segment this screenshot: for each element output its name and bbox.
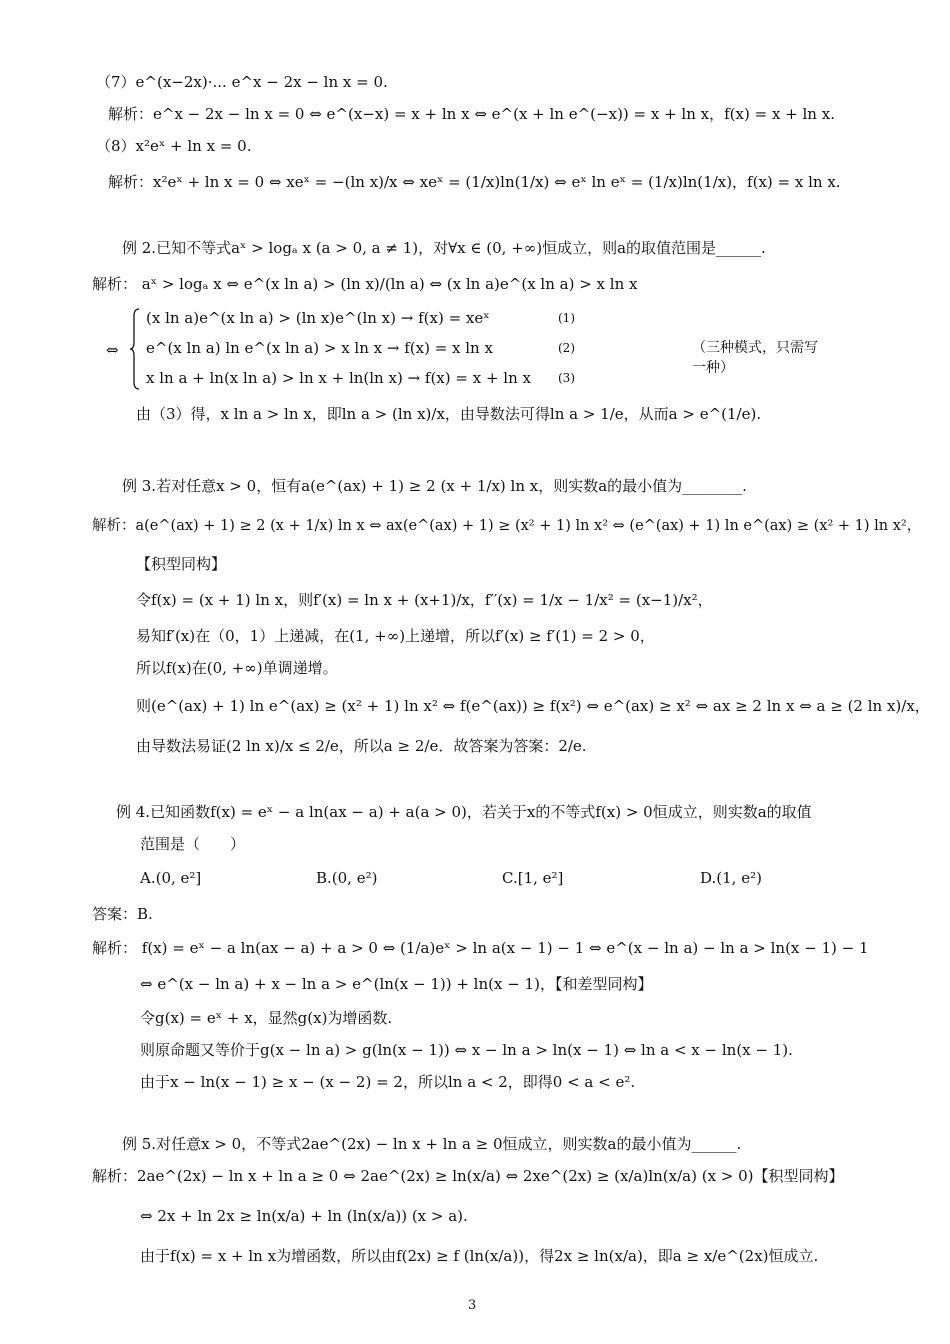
text-line-l25: 令g(x) = eˣ + x，显然g(x)为增函数.	[140, 1009, 393, 1027]
text-line-l30: ⇔ 2x + ln 2x ≥ ln(x/a) + ln (ln(x/a)) (x > a).	[140, 1207, 468, 1225]
text-line-l23: 解析： f(x) = eˣ − a ln(ax − a) + a > 0 ⇔ (1/a)eˣ > ln a(x − 1) − 1 ⇔ e^(x − ln a) − ln a > ln(x − 1) − 1	[92, 939, 869, 957]
option-A: A.(0, e²]	[140, 869, 202, 887]
text-line-l22: 答案：B.	[92, 905, 153, 923]
text-line-l1: （7）e^(x−2x)·... e^x − 2x − ln x = 0.	[96, 73, 388, 91]
text-line-l15: 由导数法易证(2 ln x)/x ≤ 2/e，所以a ≥ 2/e．故答案为答案：2/e.	[136, 737, 587, 755]
equation-system	[106, 306, 826, 392]
text-line-l6: 解析： aˣ > logₐ x ⇔ e^(x ln a) > (ln x)/(ln a) ⇔ (x ln a)e^(x ln a) > x ln x	[92, 275, 638, 293]
text-line-l10: 【积型同构】	[136, 555, 227, 573]
system-row-1: (x ln a)e^(x ln a) > (ln x)e^(ln x) → f(x) = xeˣ	[146, 309, 490, 327]
option-C: C.[1, e²]	[502, 869, 564, 887]
text-line-l8: 例 3.若对任意x > 0，恒有a(e^(ax) + 1) ≥ 2 (x + 1/x) ln x，则实数a的最小值为________.	[122, 477, 747, 495]
text-line-l26: 则原命题又等价于g(x − ln a) > g(ln(x − 1)) ⇔ x − ln a > ln(x − 1) ⇔ ln a < x − ln(x − 1).	[140, 1041, 793, 1059]
left-brace-icon	[130, 308, 140, 390]
text-line-l16: 例 4.已知函数f(x) = eˣ − a ln(ax − a) + a(a > 0)，若关于x的不等式f(x) > 0恒成立，则实数a的取值	[116, 803, 812, 821]
text-line-l12: 易知f′(x)在（0，1）上递减，在(1, +∞)上递增，所以f′(x) ≥ f′(1) = 2 > 0，	[136, 627, 655, 645]
text-line-l4: 解析：x²eˣ + ln x = 0 ⇔ xeˣ = −(ln x)/x ⇔ xeˣ = (1/x)ln(1/x) ⇔ eˣ ln eˣ = (1/x)ln(1/x)，f(x) = x ln x.	[108, 173, 841, 191]
text-line-l17: 范围是（ ）	[140, 835, 246, 853]
text-line-l11: 令f(x) = (x + 1) ln x，则f′(x) = ln x + (x+1)/x，f′′(x) = 1/x − 1/x² = (x−1)/x²，	[136, 591, 713, 609]
text-line-l2: 解析：e^x − 2x − ln x = 0 ⇔ e^(x−x) = x + ln x ⇔ e^(x + ln e^(−x)) = x + ln x，f(x) = x + ln x.	[108, 105, 835, 123]
text-line-l5: 例 2.已知不等式aˣ > logₐ x (a > 0, a ≠ 1)，对∀x ∈ (0, +∞)恒成立，则a的取值范围是______.	[122, 239, 766, 257]
text-line-l28: 例 5.对任意x > 0，不等式2ae^(2x) − ln x + ln a ≥ 0恒成立，则实数a的最小值为______.	[122, 1135, 742, 1153]
system-row-2: e^(x ln a) ln e^(x ln a) > x ln x → f(x) = x ln x	[146, 339, 493, 357]
system-row-2-number: (2)	[558, 341, 575, 355]
page-number: 3	[468, 1298, 477, 1313]
text-line-l13: 所以f(x)在(0, +∞)单调递增。	[136, 659, 338, 677]
system-row-1-number: (1)	[558, 311, 575, 325]
option-D: D.(1, e²)	[700, 869, 762, 887]
text-line-l9: 解析：a(e^(ax) + 1) ≥ 2 (x + 1/x) ln x ⇔ ax(e^(ax) + 1) ≥ (x² + 1) ln x² ⇔ (e^(ax) + 1) ln e^(ax) ≥ (x² + 1) ln x²，	[92, 518, 922, 534]
text-line-l31: 由于f(x) = x + ln x为增函数，所以由f(2x) ≥ f (ln(x/a))，得2x ≥ ln(x/a)，即a ≥ x/e^(2x)恒成立.	[140, 1247, 819, 1265]
text-line-l7: 由（3）得，x ln a > ln x，即ln a > (ln x)/x，由导数法可得ln a > 1/e，从而a > e^(1/e).	[136, 405, 762, 423]
system-row-3: x ln a + ln(x ln a) > ln x + ln(ln x) → f(x) = x + ln x	[146, 369, 531, 387]
text-line-l29: 解析：2ae^(2x) − ln x + ln a ≥ 0 ⇔ 2ae^(2x) ≥ ln(x/a) ⇔ 2xe^(2x) ≥ (x/a)ln(x/a) (x > 0)【积型同构】	[92, 1167, 844, 1185]
iff-symbol: ⇔	[106, 341, 119, 359]
text-line-l3: （8）x²eˣ + ln x = 0.	[96, 137, 252, 155]
text-line-l27: 由于x − ln(x − 1) ≥ x − (x − 2) = 2，所以ln a < 2，即得0 < a < e².	[140, 1073, 636, 1091]
text-line-l14: 则(e^(ax) + 1) ln e^(ax) ≥ (x² + 1) ln x² ⇔ f(e^(ax)) ≥ f(x²) ⇔ e^(ax) ≥ x² ⇔ ax ≥ 2 ln x ⇔ a ≥ (2 ln x)/x，	[136, 697, 930, 715]
text-line-l24: ⇔ e^(x − ln a) + x − ln a > e^(ln(x − 1)) + ln(x − 1)，【和差型同构】	[140, 975, 653, 993]
option-B: B.(0, e²)	[316, 869, 378, 887]
system-row-3-number: (3)	[558, 371, 575, 385]
system-note: （三种模式，只需写一种）	[692, 340, 818, 376]
